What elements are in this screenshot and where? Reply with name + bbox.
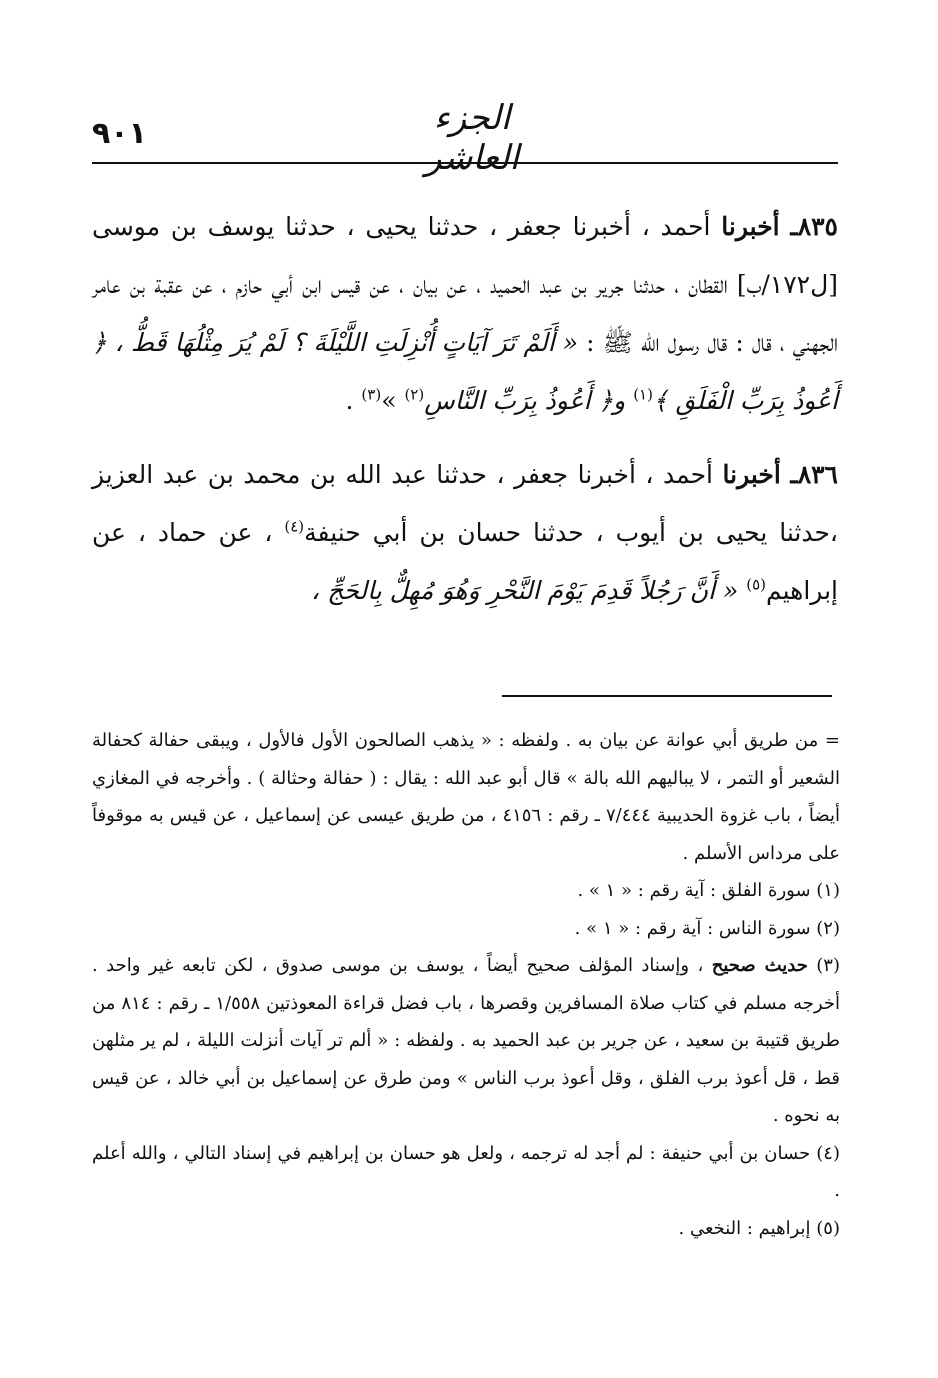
footnote-ref-2: (٢)	[404, 385, 425, 404]
footnote-ref-4: (٤)	[284, 517, 305, 536]
hadith-number: ٨٣٥ـ	[790, 212, 838, 241]
footnote-text: ، وإسناد المؤلف صحيح أيضاً ، يوسف بن موسى صدوق ، لكن تابعه غير واحد . أخرجه مسلم في كتاب صلاة المسافرين وقصرها ، باب فضل قراءة المعوذتين ١/٥٥٨ ـ رقم : ٨١٤ من طريق قتيبة بن سعيد ، عن جرير بن عبد الحميد به . ولفظه : « ألم تر آيات أنزلت الليلة ، لم ير مثلهن قط ، قل أعوذ برب الفلق ، وقل أعوذ برب الناس » ومن طرق عن إسماعيل بن أبي خالد ، عن قيس به نحوه .	[92, 955, 840, 1126]
hadith-836	[92, 446, 838, 620]
footnote-mark: (١)	[816, 880, 840, 901]
isnad-text-2: ، عن حماد ، عن إبراهيم	[92, 518, 838, 605]
quote-close: »	[381, 386, 397, 415]
footnote-mark: (٥)	[816, 1217, 840, 1239]
header-rule	[92, 162, 838, 164]
hadith-835	[92, 198, 838, 430]
page-header	[92, 96, 838, 178]
footnote-4	[92, 1135, 840, 1210]
footnote-ref-1: (١)	[633, 385, 653, 404]
footnote-text: حسان بن أبي حنيفة : لم أجد له ترجمه ، ولعل هو حسان بن إبراهيم في إسناد التالي ، والله أعلم .	[92, 1142, 840, 1201]
matn-quote: « أَلَمْ تَرَ آيَاتٍ أُنْزِلَتِ اللَّيْلَةَ ؟ لَمْ يُرَ مِثْلُهَا قَطُّ ، ﴿ أَعُوذُ بِرَبِّ الْفَلَقِ ﴾	[92, 328, 838, 415]
isnad-text: أحمد ، أخبرنا جعفر ، حدثنا يحيى ، حدثنا يوسف بن موسى [ل١٧٢/ب] القطان ، حدثنا جرير بن عبد الحميد ، عن بيان ، عن قيس ابن أبي حازم ، عن عقبة بن عامر الجهني ، قال : قال رسول الله ﷺ :	[92, 212, 838, 357]
footnote-2	[92, 910, 840, 948]
hadith-number: ٨٣٦ـ	[790, 460, 838, 489]
main-text	[92, 198, 838, 620]
footnote-text: إبراهيم : النخعي .	[678, 1217, 811, 1239]
akhbarana-word: أخبرنا	[722, 460, 781, 489]
page-number: ٩٠١	[92, 116, 147, 151]
footnote-1	[92, 872, 840, 910]
footnote-ref-5: (٥)	[746, 575, 766, 594]
footnote-text: سورة الناس : آية رقم : « ١ » .	[574, 917, 811, 939]
footnote-5	[92, 1210, 840, 1248]
footnote-continuation: = من طريق أبي عوانة عن بيان به . ولفظه : « يذهب الصالحون الأول فالأول ، ويبقى حفالة كحفالة الشعير أو التمر ، لا يباليهم الله بالة » قال أبو عبد الله : يقال : ( حفالة وحثالة ) . وأخرجه في المغازي أيضاً ، باب غزوة الحديبية ٧/٤٤٤ ـ رقم : ٤١٥٦ ، من طريق عيسى عن إسماعيل ، عن قيس به موقوفاً على مرداس الأسلم .	[92, 730, 840, 864]
footnotes	[92, 722, 840, 1247]
isnad-text: أحمد ، أخبرنا جعفر ، حدثنا عبد الله بن محمد بن عبد العزيز ،حدثنا يحيى بن أيوب ، حدثنا حسان بن أبي حنيفة	[92, 460, 838, 547]
footnote-3	[92, 947, 840, 1135]
footnote-mark: (٢)	[816, 917, 840, 939]
matn-quote: « أَنَّ رَجُلاً قَدِمَ يَوْمَ النَّحْرِ وَهُوَ مُهِلٌّ بِالحَجِّ ،	[311, 576, 739, 605]
footnote-grading: حديث صحيح	[711, 955, 808, 976]
footnote-ref-3: (٣)	[361, 385, 382, 404]
sentence-end: .	[345, 386, 354, 415]
footnote-mark: (٤)	[816, 1142, 840, 1164]
footnote-mark: (٣)	[816, 955, 840, 976]
matn-quote-2: و﴿ أَعُوذُ بِرَبِّ النَّاسِ	[424, 386, 626, 415]
akhbarana-word: أخبرنا	[721, 212, 780, 241]
running-title: الجزء العاشر	[425, 98, 519, 178]
footnote-separator	[502, 695, 832, 697]
footnote-text: سورة الفلق : آية رقم : « ١ » .	[577, 880, 811, 901]
